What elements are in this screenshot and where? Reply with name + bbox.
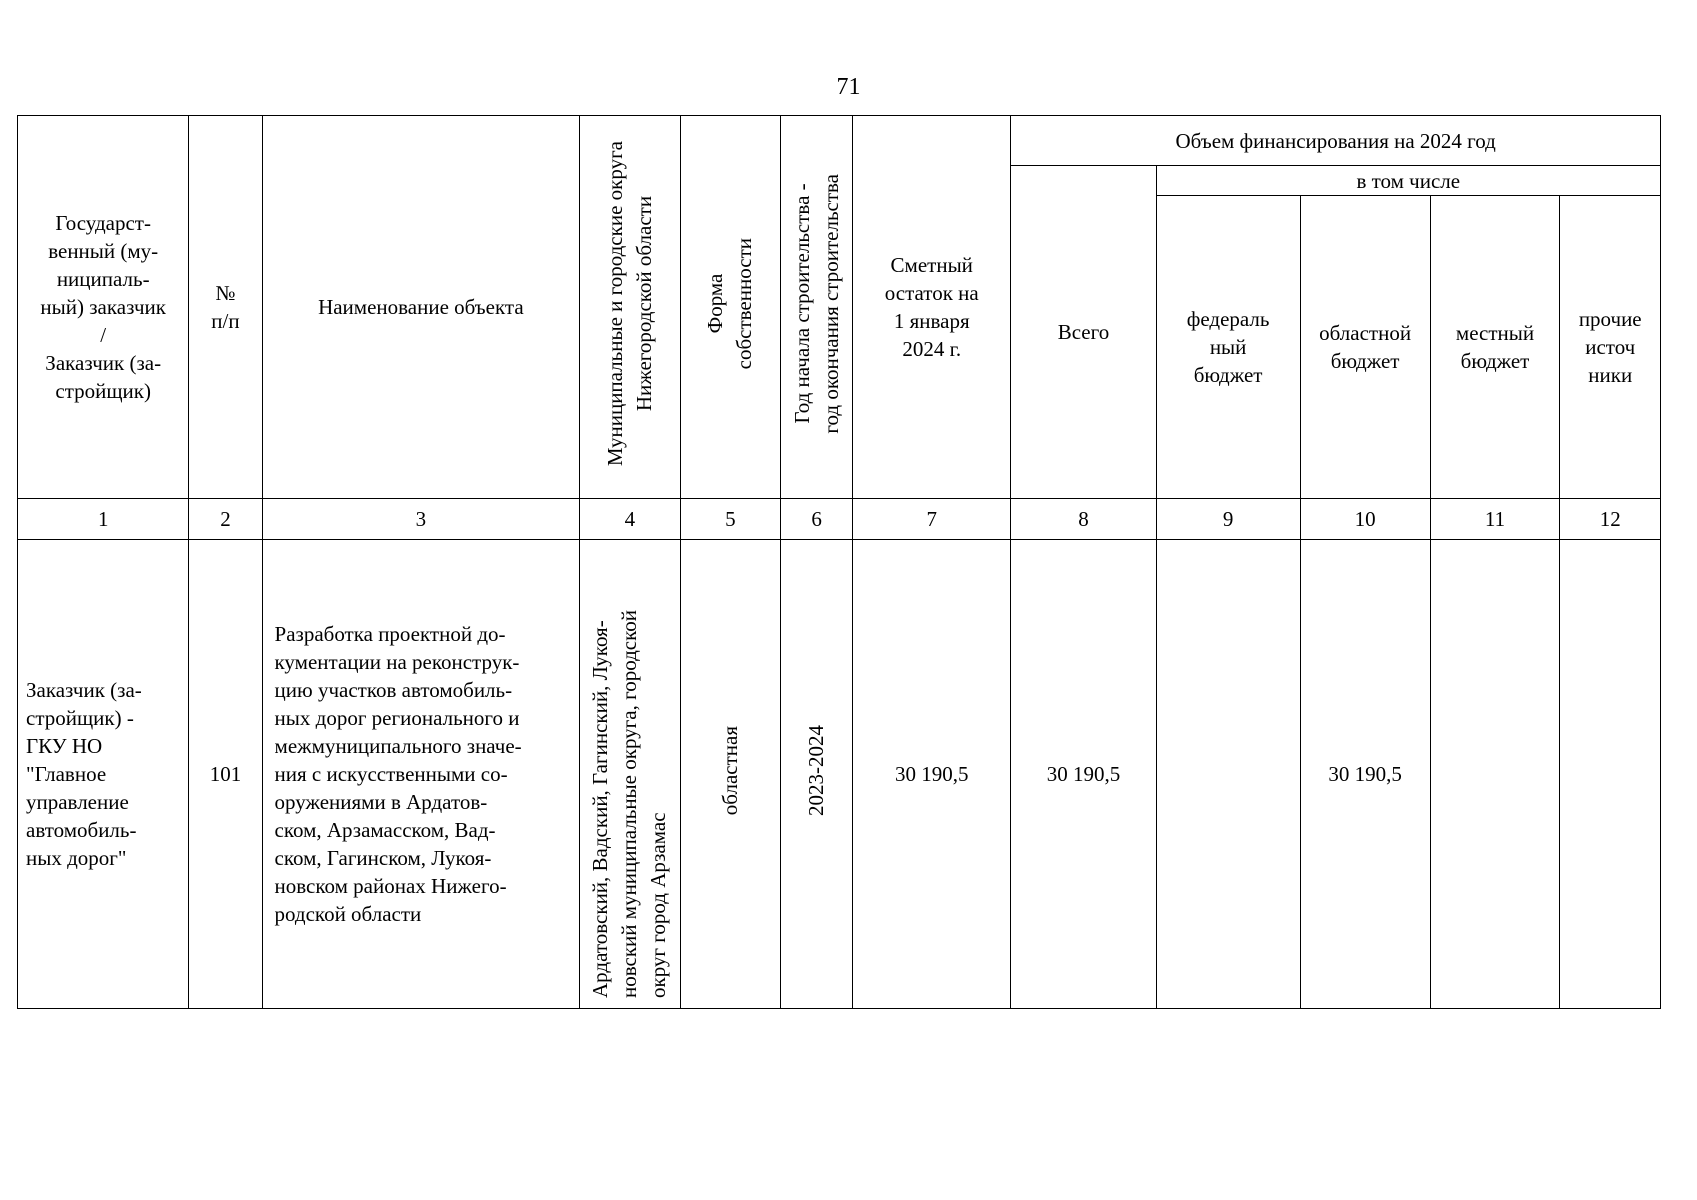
column-number: 6: [781, 499, 853, 540]
row-local: [1430, 540, 1560, 1009]
column-number: 12: [1560, 499, 1661, 540]
header-municipalities-text: Муниципальные и городские округа Нижегородской области: [602, 140, 656, 467]
column-number: 7: [853, 499, 1011, 540]
header-number: № п/п: [189, 116, 262, 499]
row-estimate-balance: 30 190,5: [853, 540, 1011, 1009]
row-municipalities: [580, 540, 680, 1009]
column-numbers-row: [18, 499, 1661, 540]
construction-funding-table: [17, 115, 1661, 1009]
row-customer: Заказчик (за- стройщик) - ГКУ НО "Главное управление автомобиль- ных дорог": [18, 540, 189, 1009]
row-years-text: 2023-2024: [804, 725, 829, 816]
row-ownership: [680, 540, 780, 1009]
row-number: 101: [189, 540, 262, 1009]
header-years: [781, 116, 853, 499]
header-including: в том числе: [1156, 166, 1660, 196]
column-number: 8: [1011, 499, 1156, 540]
header-regional: областной бюджет: [1300, 196, 1430, 499]
row-object-name: Разработка проектной до- кументации на реконструк- цию участков автомобиль- ных дорог регионального и межмуниципального значе- ния с искусственными со- оружениями в Ардатов- ском, Арзамасском, Вад- ском, Гагинском, Лукоя- новском районах Нижего- родской области: [262, 540, 580, 1009]
row-regional: 30 190,5: [1300, 540, 1430, 1009]
header-estimate-balance: Сметный остаток на 1 января 2024 г.: [853, 116, 1011, 499]
column-number: 1: [18, 499, 189, 540]
row-other: [1560, 540, 1661, 1009]
header-ownership-text: Форма собственности: [703, 237, 757, 370]
header-federal: федераль ный бюджет: [1156, 196, 1300, 499]
header-total: Всего: [1011, 166, 1156, 499]
header-municipalities: [580, 116, 680, 499]
column-number: 2: [189, 499, 262, 540]
row-federal: [1156, 540, 1300, 1009]
table-row: [18, 540, 1661, 1009]
header-years-text: Год начала строительства - год окончания строительства: [789, 173, 843, 434]
header-local: местный бюджет: [1430, 196, 1560, 499]
row-ownership-text: областная: [717, 725, 742, 816]
page-number: 71: [836, 74, 861, 100]
row-municipalities-text: Ардатовский, Вадский, Гагинский, Лукоя- новский муниципальные округа, городской округ город Арзамас: [588, 610, 671, 998]
column-number: 3: [262, 499, 580, 540]
row-total: 30 190,5: [1011, 540, 1156, 1009]
header-other: прочие источ ники: [1560, 196, 1661, 499]
column-number: 11: [1430, 499, 1560, 540]
header-funding-volume: Объем финансирования на 2024 год: [1011, 116, 1661, 166]
header-object-name: Наименование объекта: [262, 116, 580, 499]
column-number: 9: [1156, 499, 1300, 540]
header-customer: Государст- венный (му- ниципаль- ный) заказчик / Заказчик (за- стройщик): [18, 116, 189, 499]
row-years: [781, 540, 853, 1009]
column-number: 4: [580, 499, 680, 540]
header-ownership: [680, 116, 780, 499]
column-number: 5: [680, 499, 780, 540]
column-number: 10: [1300, 499, 1430, 540]
